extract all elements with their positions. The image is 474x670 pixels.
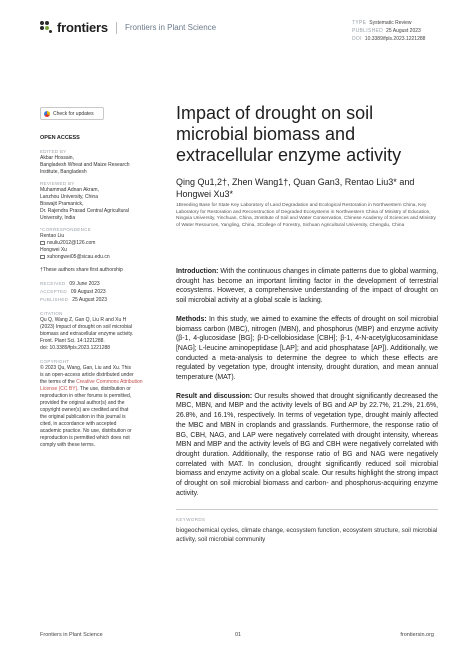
citation-text: Qu Q, Wang Z, Gan Q, Liu R and Xu H (2023) Impact of drought on soil microbial biomass and extracellular enzyme activity. Front. Plant Sci. 14:1221288. doi: 10.3389/fpls.2023.1221288 xyxy=(40,317,134,351)
doi-link[interactable]: 10.3389/fpls.2023.1221288 xyxy=(364,36,426,42)
correspondent-name: Hongwei Xu xyxy=(40,247,67,253)
published-label: PUBLISHED xyxy=(352,28,384,34)
editor-line: Akbar Hossain, xyxy=(40,155,74,161)
published-date xyxy=(40,296,150,304)
received-label: RECEIVED xyxy=(40,281,66,286)
journal-name: Frontiers in Plant Science xyxy=(124,23,217,32)
reviewer-line: Muhammad Adnan Akram, xyxy=(40,187,99,193)
license-link[interactable]: Creative Commons Attribution License (CC BY) xyxy=(40,379,143,392)
affiliations: 1Breeding Base for State Key Laboratory of Land Degradation and Ecological Restoration in Northwestern China, Key Laboratory for Restoration and Reconstruction of Degraded Ecosystems in Northwestern China of Ministry of Education, Ningxia University, Yinchuan, China, 2Institute of Soil and Water Conservation, Chinese Academy of Sciences and Ministry of Water Resources, Yangling, China, 3College of Forestry, Sichuan Agricultural University, Chengdu, China xyxy=(176,203,436,228)
reviewer-line: Dr. Rajendra Prasad Central Agricultural xyxy=(40,208,129,214)
abstract xyxy=(176,267,438,507)
open-access-label: OPEN ACCESS xyxy=(40,135,80,141)
check-updates-button[interactable] xyxy=(40,107,104,120)
crossmark-icon xyxy=(44,111,50,117)
copyright-text-part: © 2023 Qu, Wang, Gan, Liu and Xu. This is an open-access article distributed under the terms of the xyxy=(40,365,134,385)
email-link[interactable]: xuhongwei05@sicau.edu.cn xyxy=(47,254,110,260)
keywords-label: KEYWORDS xyxy=(176,517,206,522)
correspondent-email[interactable] xyxy=(40,240,150,247)
keywords-divider xyxy=(176,509,438,510)
received-value: 09 June 2023 xyxy=(69,281,100,287)
introduction-text: With the continuous changes in climate patterns due to global warming, drought has become an important limiting factor in the development of terrestrial ecosystems. However, a comprehensive understanding of the impact of drought on soil microbial activity at a global scale is lacking. xyxy=(176,268,438,305)
journal-logo[interactable] xyxy=(40,20,216,35)
editor-line: Bangladesh Wheat and Maize Research xyxy=(40,162,130,168)
reviewer-line: Lanzhou University, China xyxy=(40,194,98,200)
reviewer-line: Biswajit Pramanick, xyxy=(40,201,84,207)
reviewer-line: University, India xyxy=(40,215,76,221)
copyright-text-part: . The use, distribution or reproduction in other forums is permitted, provided the original author(s) and the copyright owner(s) are credited and that the original publication in this journal is cited, in accordance with accepted academic practice. No use, distribution or reproduction is permitted which does not comply with these terms. xyxy=(40,386,132,448)
edited-by-label: EDITED BY xyxy=(40,149,67,154)
copyright-text xyxy=(40,365,150,449)
correspondence-label: *CORRESPONDENCE xyxy=(40,227,92,232)
citation-label: CITATION xyxy=(40,311,63,316)
type-label: TYPE xyxy=(352,20,367,26)
abstract-results xyxy=(176,392,438,499)
copyright-label: COPYRIGHT xyxy=(40,359,70,364)
brand-name: frontiers xyxy=(57,20,108,35)
shared-authorship-note: †These authors share first authorship xyxy=(40,267,123,273)
article-title: Impact of drought on soil microbial biomass and extracellular enzyme activity xyxy=(176,103,402,165)
abstract-introduction xyxy=(176,267,438,306)
reviewed-by-label: REVIEWED BY xyxy=(40,181,75,186)
footer-site-link[interactable]: frontiersin.org xyxy=(400,632,434,638)
editor-line: Institute, Bangladesh xyxy=(40,169,87,175)
sidebar-published-value: 25 August 2023 xyxy=(72,297,107,303)
sidebar-published-label: PUBLISHED xyxy=(40,297,69,302)
accepted-date xyxy=(40,288,150,296)
author-list: Qing Qu1,2†, Zhen Wang1†, Quan Gan3, Rentao Liu3* and Hongwei Xu3* xyxy=(176,177,415,199)
email-link[interactable]: nxuliu2012@126.com xyxy=(47,240,96,246)
envelope-icon xyxy=(40,255,45,259)
received-date xyxy=(40,280,150,288)
accepted-label: ACCEPTED xyxy=(40,289,67,294)
correspondent-name: Rentao Liu xyxy=(40,233,65,239)
check-updates-label: Check for updates xyxy=(53,110,94,117)
footer-journal: Frontiers in Plant Science xyxy=(40,632,103,638)
results-text: Our results showed that drought significantly decreased the MBC, MBN, and MBP and the activity levels of BG and AP by 22.7%, 21.2%, 21.6%, 26.8%, and 16.1%, respectively. In terms of vegetation type, drought mainly affected the MBC and MBN in croplands and grasslands. Furthermore, the response ratio of BG, CBH, NAG, and LAP were negatively correlated with drought intensity, whereas MBN and MBP and the activity levels of BG and CBH were negatively correlated with drought duration. Additionally, the response ratio of BG and NAG were negatively correlated with MAT. In conclusion, drought significantly reduced soil microbial biomass and enzyme activity on a global scale. Our results highlight the strong impact of drought on soil microbial biomass and carbon- and phosphorus-acquiring enzyme activity. xyxy=(176,392,438,497)
envelope-icon xyxy=(40,241,45,245)
frontiers-logo-icon xyxy=(40,21,53,34)
methods-label: Methods: xyxy=(176,315,207,323)
results-label: Result and discussion: xyxy=(176,392,253,400)
introduction-label: Introduction: xyxy=(176,268,219,275)
keywords: biogeochemical cycles, climate change, ecosystem function, ecosystem structure, soil microbial activity, soil microbial community xyxy=(176,527,438,543)
methods-text: In this study, we aimed to examine the effects of drought on soil microbial biomass carbon (MBC), nitrogen (MBN), and phosphorus (MBP) and enzyme activity (β-1, 4-glucosidase [BG]; β-D-cellobiosidase [CBH]; β-1, 4-N-acetylglucosaminidase [NAG]; L-leucine aminopeptidase [LAP]; and acid phosphatase [AP]). Additionally, we conducted a meta-analysis to determine the degree to which these effects are regulated by vegetation type, drought intensity, drought duration, and mean annual temperature (MAT). xyxy=(176,315,438,382)
page-footer xyxy=(40,632,434,638)
header-divider xyxy=(116,22,117,34)
published-value: 25 August 2023 xyxy=(386,28,421,34)
page-number: 01 xyxy=(235,632,242,638)
correspondent-email[interactable] xyxy=(40,254,150,261)
doi-label: DOI xyxy=(352,36,362,42)
article-sidebar xyxy=(40,135,150,449)
article-meta xyxy=(352,19,425,43)
accepted-value: 09 August 2023 xyxy=(70,289,106,295)
abstract-methods xyxy=(176,315,438,383)
type-value: Systematic Review xyxy=(369,20,412,26)
